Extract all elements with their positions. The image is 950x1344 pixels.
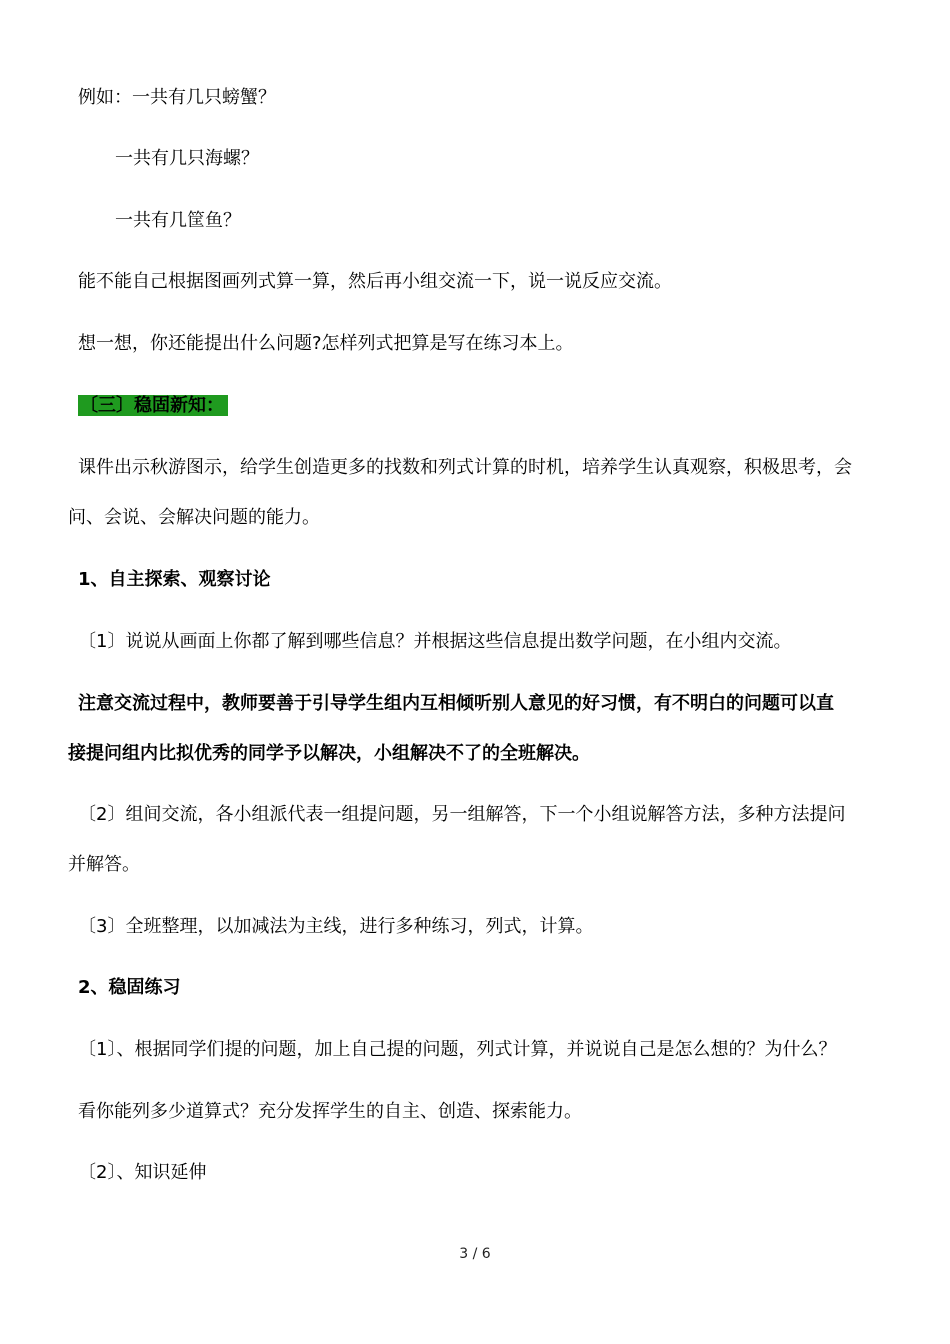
paragraph-courseware-line1: 课件出示秋游图示，给学生创造更多的找数和列式计算的时机，培养学生认真观察，积极思考，会 — [78, 457, 852, 478]
note-line2: 接提问组内比拟优秀的同学予以解决，小组解决不了的全班解决。 — [68, 743, 590, 764]
subheading-practice: 2、稳固练习 — [78, 977, 181, 998]
highlighted-heading-text: 〔三〕稳固新知： — [78, 395, 228, 416]
item-2-line1: 〔2〕组间交流，各小组派代表一组提问题，另一组解答，下一个小组说解答方法，多种方法提问 — [78, 804, 846, 825]
practice-item-1: 〔1〕、根据同学们提的问题，加上自己提的问题，列式计算，并说说自己是怎么想的？为什么？ — [78, 1039, 837, 1060]
practice-item-2: 〔2〕、知识延伸 — [78, 1162, 207, 1183]
paragraph-think: 想一想，你还能提出什么问题?怎样列式把算是写在练习本上。 — [78, 333, 574, 354]
note-line1: 注意交流过程中，教师要善于引导学生组内互相倾听别人意见的好习惯，有不明白的问题可以直 — [78, 693, 834, 714]
section-heading-consolidate — [78, 392, 898, 420]
paragraph-group-exchange: 能不能自己根据图画列式算一算，然后再小组交流一下，说一说反应交流。 — [78, 271, 672, 292]
example-question-fish: 一共有几筐鱼？ — [115, 210, 241, 231]
example-question-crabs: 例如：一共有几只螃蟹？ — [78, 87, 276, 108]
page-number: 3 / 6 — [459, 1246, 491, 1262]
item-3-class: 〔3〕全班整理，以加减法为主线，进行多种练习，列式，计算。 — [78, 916, 594, 937]
item-2-line2: 并解答。 — [68, 854, 140, 875]
practice-paragraph: 看你能列多少道算式？充分发挥学生的自主、创造、探索能力。 — [78, 1101, 582, 1122]
item-1-information: 〔1〕说说从画面上你都了解到哪些信息？并根据这些信息提出数学问题，在小组内交流。 — [78, 631, 792, 652]
subheading-explore: 1、自主探索、观察讨论 — [78, 569, 271, 590]
example-question-conches: 一共有几只海螺？ — [115, 148, 259, 169]
paragraph-courseware-line2: 问、会说、会解决问题的能力。 — [68, 507, 320, 528]
